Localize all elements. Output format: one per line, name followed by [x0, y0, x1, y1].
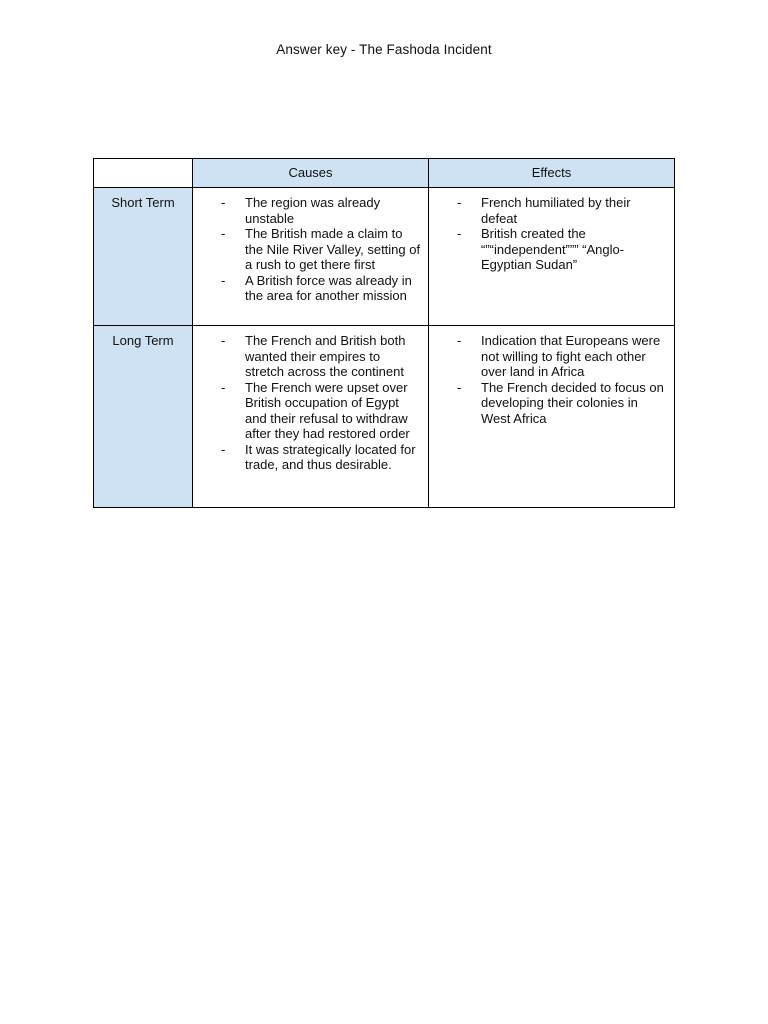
causes-effects-table: [93, 158, 675, 508]
list-item: [435, 226, 668, 273]
row-label-long-term: Long Term: [94, 326, 193, 508]
short-term-causes-cell: [193, 188, 429, 326]
table-row: [94, 326, 675, 508]
list-item-text: British created the “”“independent””” “Anglo-Egyptian Sudan”: [481, 226, 625, 272]
list-item-text: Indication that Europeans were not willing to fight each other over land in Africa: [481, 333, 661, 379]
bullet-dash: -: [221, 226, 226, 241]
short-term-effects-cell: [429, 188, 675, 326]
list-item: [435, 333, 668, 380]
list-item-text: French humiliated by their defeat: [481, 195, 631, 226]
list-item: [435, 195, 668, 226]
long-term-causes-list: [199, 333, 422, 473]
list-item-text: The region was already unstable: [245, 195, 381, 226]
list-item-text: It was strategically located for trade, and thus desirable.: [245, 441, 416, 472]
bullet-dash: -: [221, 379, 226, 395]
short-term-effects-list: [435, 195, 668, 273]
header-causes: Causes: [193, 159, 429, 188]
list-item: [199, 226, 422, 273]
list-item: [199, 273, 422, 304]
list-item: [199, 195, 422, 226]
table-row: [94, 188, 675, 326]
list-item-text: The French decided to focus on developing their colonies in West Africa: [481, 379, 664, 426]
list-item: [199, 380, 422, 442]
short-term-causes-list: [199, 195, 422, 304]
long-term-causes-cell: [193, 326, 429, 508]
bullet-dash: -: [221, 441, 226, 457]
bullet-dash: -: [457, 195, 462, 210]
list-item-text: The French were upset over British occupation of Egypt and their refusal to withdraw after they had restored order: [245, 379, 410, 441]
table-header-row: [94, 159, 675, 188]
bullet-dash: -: [221, 333, 226, 348]
long-term-effects-cell: [429, 326, 675, 508]
header-corner-cell: [94, 159, 193, 188]
list-item-text: A British force was already in the area for another mission: [245, 272, 412, 303]
list-item-text: The British made a claim to the Nile River Valley, setting of a rush to get there first: [245, 226, 421, 272]
bullet-dash: -: [221, 272, 226, 288]
page-title: Answer key - The Fashoda Incident: [276, 42, 492, 57]
list-item: [199, 333, 422, 380]
bullet-dash: -: [457, 333, 462, 348]
long-term-effects-list: [435, 333, 668, 426]
header-effects: Effects: [429, 159, 675, 188]
bullet-dash: -: [221, 195, 226, 210]
list-item: [435, 380, 668, 427]
bullet-dash: -: [457, 226, 462, 241]
row-label-short-term: Short Term: [94, 188, 193, 326]
bullet-dash: -: [457, 379, 462, 395]
list-item-text: The French and British both wanted their empires to stretch across the continent: [245, 333, 406, 379]
list-item: [199, 442, 422, 473]
